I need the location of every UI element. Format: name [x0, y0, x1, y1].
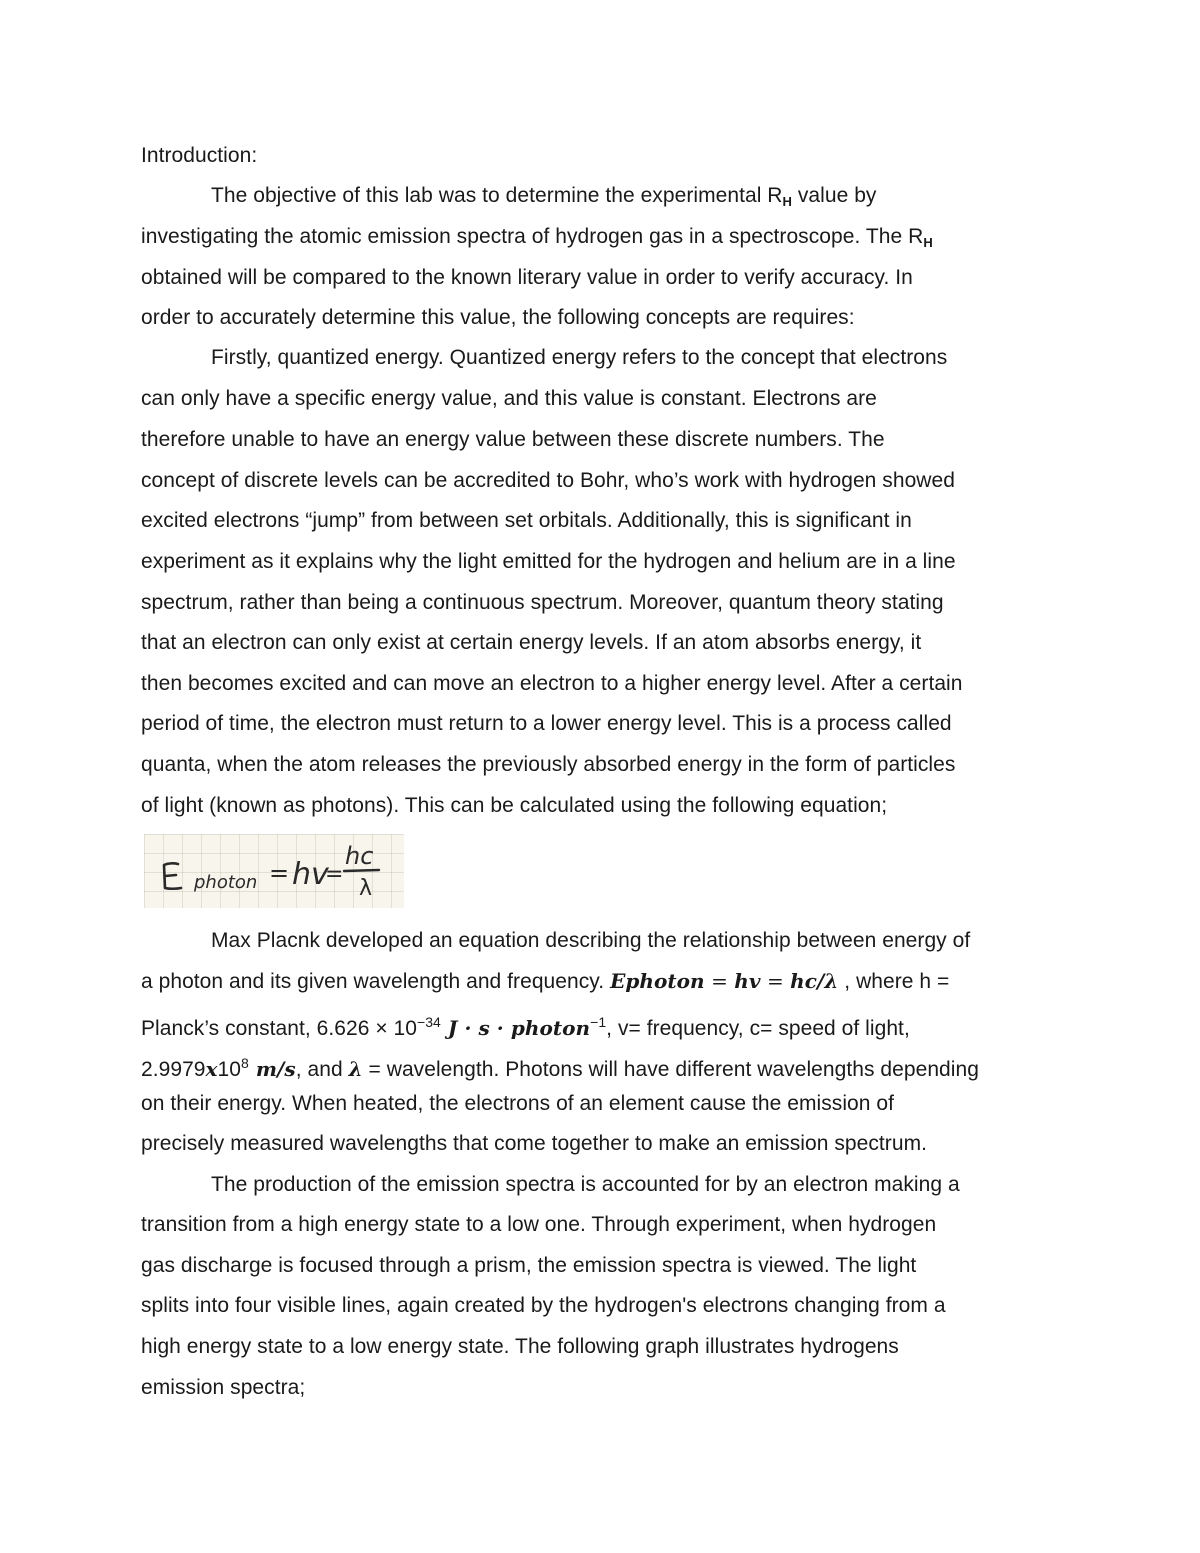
lambda-text: λ: [359, 876, 373, 901]
paragraph-2-line: concept of discrete levels can be accredited to Bohr, who’s work with hydrogen showed: [141, 469, 955, 492]
paragraph-4-line: emission spectra;: [141, 1376, 306, 1399]
math-equals: =: [704, 969, 735, 993]
hc-text: hc: [345, 842, 374, 870]
text-run: Planck’s constant, 6.626 × 10: [141, 1017, 417, 1040]
equation-drawing: [144, 834, 404, 908]
section-heading: Introduction:: [141, 144, 258, 167]
text-run: , v= frequency, c= speed of light,: [606, 1017, 910, 1040]
paragraph-2-line: excited electrons “jump” from between set orbitals. Additionally, this is significant in: [141, 509, 912, 532]
paragraph-3-line-3: [141, 1008, 910, 1043]
paragraph-3-line-4: [141, 1049, 979, 1084]
exponent: 8: [240, 1055, 249, 1071]
paragraph-3-line-5: on their energy. When heated, the electrons of an element cause the emission of: [141, 1092, 895, 1115]
paragraph-2-line: can only have a specific energy value, and this value is constant. Electrons are: [141, 387, 877, 410]
paragraph-1-line-4: order to accurately determine this value, the following concepts are requires:: [141, 306, 855, 329]
fraction-bar: [344, 870, 379, 871]
paragraph-4-line: high energy state to a low energy state. The following graph illustrates hydrogens: [141, 1335, 899, 1358]
math-units: J · s · photon: [440, 1016, 591, 1040]
paragraph-2-line: therefore unable to have an energy value between these discrete numbers. The: [141, 428, 885, 451]
text-run: , where h =: [838, 970, 950, 993]
text-run: investigating the atomic emission spectra of hydrogen gas in a spectroscope. The R: [141, 225, 924, 248]
math-lambda: λ: [348, 1057, 363, 1081]
paragraph-2-line: quanta, when the atom releases the previously absorbed energy in the form of particles: [141, 753, 956, 776]
math-hv: hv: [734, 969, 761, 993]
paragraph-2-line: of light (known as photons). This can be calculated using the following equation;: [141, 794, 888, 817]
handwritten-equation-image: [144, 834, 404, 908]
paragraph-3-line-1: Max Placnk developed an equation describing the relationship between energy of: [211, 929, 971, 952]
text-run: 10: [217, 1058, 241, 1081]
paragraph-4-line: transition from a high energy state to a low one. Through experiment, when hydrogen: [141, 1213, 937, 1236]
paragraph-1-line-1: [211, 182, 876, 216]
exponent: −34: [417, 1014, 441, 1030]
subscript-h: H: [923, 235, 933, 250]
equals-sign-1: =: [269, 859, 290, 887]
paragraph-1-line-3: obtained will be compared to the known literary value in order to verify accuracy. In: [141, 266, 913, 289]
paragraph-1-line-2: [141, 223, 933, 257]
paragraph-4-line: gas discharge is focused through a prism, the emission spectra is viewed. The light: [141, 1254, 917, 1277]
text-run: = wavelength. Photons will have different wavelengths depending: [362, 1058, 979, 1081]
text-run: , and: [295, 1058, 349, 1081]
paragraph-3-line-6: precisely measured wavelengths that come together to make an emission spectrum.: [141, 1132, 927, 1155]
subscript-h: H: [782, 194, 792, 209]
paragraph-2-line: that an electron can only exist at certain energy levels. If an atom absorbs energy, it: [141, 631, 922, 654]
paragraph-4-line: splits into four visible lines, again created by the hydrogen's electrons changing from a: [141, 1294, 946, 1317]
text-run: 2.9979: [141, 1058, 206, 1081]
text-run: a photon and its given wavelength and frequency.: [141, 970, 611, 993]
paragraph-3-line-2: [141, 967, 949, 996]
hv-text: hv: [292, 857, 329, 892]
paragraph-2-line: then becomes excited and can move an electron to a higher energy level. After a certain: [141, 672, 963, 695]
math-units: m/s: [248, 1057, 296, 1081]
math-x: x: [205, 1057, 218, 1081]
photon-subscript: photon: [194, 872, 258, 893]
paragraph-4-line: The production of the emission spectra is accounted for by an electron making a: [211, 1173, 960, 1196]
paragraph-2-line: Firstly, quantized energy. Quantized energy refers to the concept that electrons: [211, 346, 948, 369]
math-hc-over-lambda: hc/λ: [790, 969, 839, 993]
math-equals: =: [760, 969, 791, 993]
paragraph-2-line: experiment as it explains why the light emitted for the hydrogen and helium are in a line: [141, 550, 956, 573]
text-run: value by: [791, 184, 877, 207]
equals-sign-2: =: [325, 862, 344, 887]
math-ephoton: Ephoton: [610, 969, 705, 993]
text-run: The objective of this lab was to determine the experimental R: [211, 184, 783, 207]
paragraph-2-line: spectrum, rather than being a continuous spectrum. Moreover, quantum theory stating: [141, 591, 944, 614]
paragraph-2-line: period of time, the electron must return to a lower energy level. This is a process called: [141, 712, 952, 735]
exponent: −1: [590, 1014, 607, 1030]
